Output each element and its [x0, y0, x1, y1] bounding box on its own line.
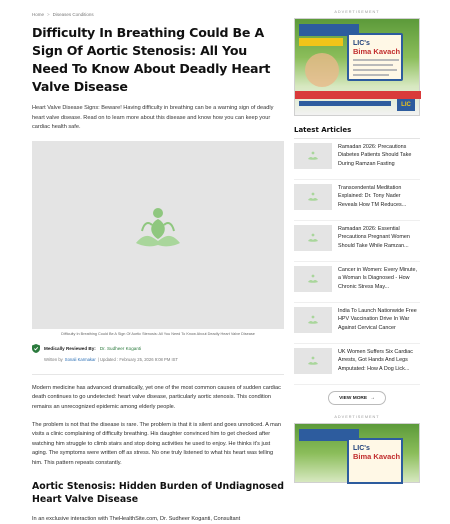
article-thumbnail[interactable] [294, 184, 332, 210]
author-name[interactable]: Sonali Karmakar [64, 356, 96, 362]
arrow-right-icon: → [370, 395, 375, 401]
advertisement-banner[interactable] [294, 18, 420, 116]
article-body [32, 384, 284, 524]
ad-card-title: LIC's [353, 445, 370, 452]
meditation-placeholder-icon [307, 314, 319, 326]
updated-date: | Updated : February 25, 2026 9:08 PM IST [97, 356, 178, 362]
meditation-placeholder-icon [307, 232, 319, 244]
meditation-placeholder-icon [307, 150, 319, 162]
paragraph: In an exclusive interaction with TheHealthSite.com, Dr. Sudheer Koganti, Consultant [32, 516, 241, 523]
paragraph: Modern medicine has advanced dramatically, yet one of the most common causes of sudden cardiac death continues to go undetected: heart valve disease, particularly aortic stenosis. This condition remains an unrecognized epidemic among elderly people. [32, 384, 281, 410]
meditation-placeholder-icon [307, 273, 319, 285]
list-item[interactable] [294, 180, 420, 221]
paragraph: The problem is not that the disease is rare. The problem is that it is silent and goes unnoticed. A man visits a clinic complaining of difficulty breathing. His daughter convinced him to get checked after watching him struggle to climb stairs and stop doing activities he used to enjoy. He thinks it's just aging. The symptoms were written off as stress. No one truly listened to what his heart was telling him. This pattern repeats constantly. [32, 422, 281, 466]
latest-article-title[interactable]: Ramadan 2026: Essential Precautions Pregnant Women Should Take While Ramzan... [338, 226, 410, 249]
sidebar [294, 10, 420, 483]
ad-family-image [305, 53, 339, 87]
author-prefix: Written by [44, 356, 63, 362]
list-item[interactable] [294, 221, 420, 262]
breadcrumb [32, 10, 284, 18]
meditation-placeholder-icon [128, 201, 188, 261]
lic-logo: LIC [397, 99, 415, 111]
article-thumbnail[interactable] [294, 307, 332, 333]
article-main [32, 10, 284, 524]
latest-article-title[interactable]: UK Women Suffers Six Cardiac Arrests, Got Hands And Legs Amputated: How A Dog Lick... [338, 349, 413, 372]
latest-articles-list [294, 139, 420, 385]
ad-card-line [353, 59, 399, 61]
ad-card-title-2: Bima Kavach [353, 452, 401, 461]
latest-article-title[interactable]: Transcendental Meditation Explained: Dr. Tony Nader Reveals How TM Reduces... [338, 185, 407, 208]
ad-label: ADVERTISEMENT [334, 10, 380, 14]
article-summary: Heart Valve Disease Signs: Beware! Having difficulty in breathing can be a warning sign of deadly heart valve disease. Read on to learn more about this disease and know how you can keep your cardiac health safe. [32, 105, 274, 131]
ad-card [347, 438, 403, 484]
latest-article-title[interactable]: India To Launch Nationwide Free HPV Vaccination Drive In War Against Cervical Cancer [338, 308, 417, 331]
reviewer-name[interactable]: Dr. Sudheer Koganti [99, 346, 142, 352]
section-heading: Aortic Stenosis: Hidden Burden of Undiagnosed Heart Valve Disease [32, 481, 284, 506]
list-item[interactable] [294, 262, 420, 303]
view-more-label: VIEW MORE [339, 395, 368, 401]
list-item[interactable] [294, 344, 420, 385]
author-line [44, 357, 284, 364]
breadcrumb-section[interactable]: Diseases Conditions [52, 11, 94, 17]
meditation-placeholder-icon [307, 191, 319, 203]
ad-card-title-2: Bima Kavach [353, 47, 401, 56]
breadcrumb-home[interactable]: Home [32, 11, 45, 17]
hero-image [32, 141, 284, 329]
ad-card-line [353, 74, 389, 76]
breadcrumb-separator: > [47, 11, 50, 17]
page-title: Difficulty In Breathing Could Be A Sign Of Aortic Stenosis: All You Need To Know About Deadly Heart Valve Disease [32, 25, 271, 94]
ad-card-line [353, 64, 393, 66]
meditation-placeholder-icon [307, 355, 319, 367]
ad-label: ADVERTISEMENT [334, 415, 380, 419]
latest-articles-heading: Latest Articles [294, 126, 352, 134]
view-more-button[interactable] [328, 391, 386, 405]
divider [32, 374, 284, 375]
article-thumbnail[interactable] [294, 225, 332, 251]
list-item[interactable] [294, 303, 420, 344]
latest-article-title[interactable]: Ramadan 2026: Precautions Diabetes Patients Should Take During Ramzan Fasting [338, 144, 412, 167]
ad-subheadline-block [299, 38, 343, 46]
reviewer-label: Medically Reviewed By: [44, 346, 96, 352]
list-item[interactable] [294, 139, 420, 180]
article-thumbnail[interactable] [294, 143, 332, 169]
latest-article-title[interactable]: Cancer in Women: Every Minute, a Woman Is Diagnosed - How Chronic Stress May... [338, 267, 417, 290]
ad-blue-strip [299, 101, 391, 106]
shield-check-icon [32, 344, 40, 353]
ad-card-title: LIC's [353, 40, 370, 47]
ad-card [347, 33, 403, 81]
article-thumbnail[interactable] [294, 348, 332, 374]
ad-red-strip [295, 91, 421, 99]
ad-card-line [353, 69, 397, 71]
hero-caption: Difficulty In Breathing Could Be A Sign Of Aortic Stenosis: All You Need To Know About Deadly Heart Valve Disease [61, 331, 255, 336]
advertisement-banner[interactable] [294, 423, 420, 483]
article-thumbnail[interactable] [294, 266, 332, 292]
medical-reviewer [32, 344, 284, 354]
